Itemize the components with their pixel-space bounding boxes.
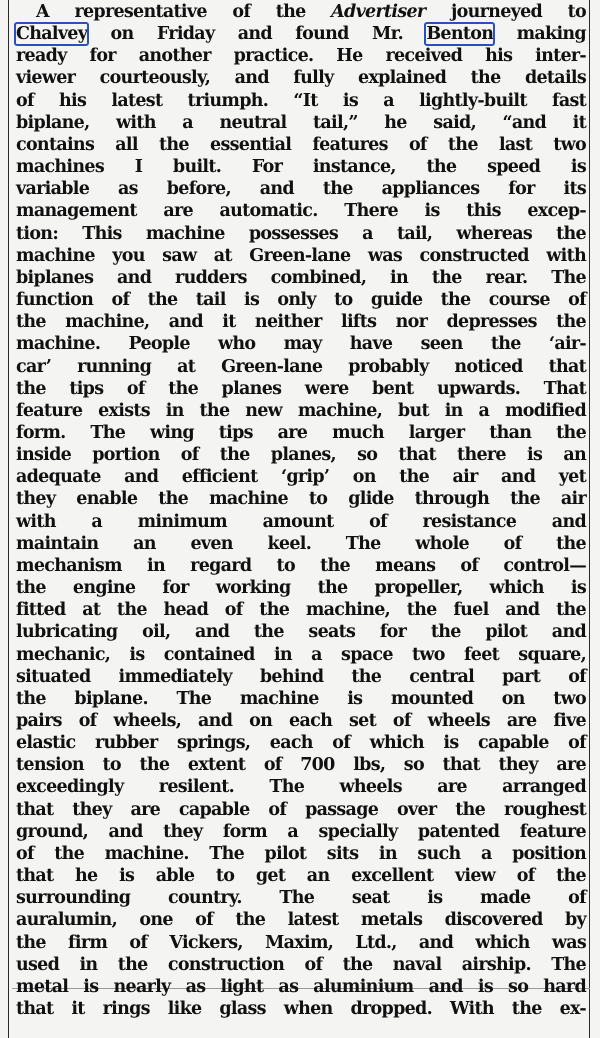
column-rule-left bbox=[8, 0, 9, 1038]
text-line: situated immediately behind the central part of bbox=[16, 666, 586, 687]
text-line: ground, and they form a specially patented feature bbox=[16, 821, 586, 842]
text-line: mechanic, is contained in a space two feet square, bbox=[16, 644, 586, 665]
text-line: the engine for working the propeller, which is bbox=[16, 578, 586, 599]
text-line: biplane, with a neutral tail,” he said, “and it bbox=[16, 112, 586, 133]
text-line: of the machine. The pilot sits in such a position bbox=[16, 843, 586, 864]
text-line: mechanism in regard to the means of control— bbox=[16, 555, 586, 576]
text-line: surrounding country. The seat is made of bbox=[16, 888, 586, 909]
text-line: with a minimum amount of resistance and bbox=[16, 511, 586, 532]
text-line: the machine, and it neither lifts nor depresses the bbox=[16, 312, 586, 333]
text-line: tion: This machine possesses a tail, whereas the bbox=[16, 223, 586, 244]
text-line: A representative of the Advertiser journeyed to bbox=[36, 2, 586, 22]
text-line: variable as before, and the appliances for its bbox=[16, 179, 586, 200]
text-line: biplanes and rudders combined, in the rear. The bbox=[16, 267, 586, 288]
search-hit-chalvey[interactable]: Chalvey bbox=[16, 24, 88, 45]
text-line: function of the tail is only to guide the course of bbox=[16, 290, 586, 311]
text-line: adequate and efficient ‘grip’ on the air and yet bbox=[16, 467, 586, 488]
search-hit-benton[interactable]: Benton bbox=[426, 24, 494, 45]
text-line: of his latest triumph. “It is a lightly-built fast bbox=[16, 90, 586, 111]
text-line: management are automatic. There is this excep- bbox=[16, 201, 586, 222]
column-rule-right bbox=[589, 0, 590, 1038]
text-line: the tips of the planes were bent upwards. That bbox=[16, 378, 586, 399]
text-line: ready for another practice. He received his inter- bbox=[16, 46, 586, 67]
text-line: machines I built. For instance, the speed is bbox=[16, 157, 586, 178]
text-line: feature exists in the new machine, but in a modified bbox=[16, 400, 586, 421]
text-line: machine. People who may have seen the ‘air- bbox=[16, 334, 586, 355]
text-line: tension to the extent of 700 lbs, so that they are bbox=[16, 755, 586, 776]
text-line: the firm of Vickers, Maxim, Ltd., and which was bbox=[16, 932, 586, 953]
article-text bbox=[16, 1, 586, 1020]
text-line: car’ running at Green-lane probably noticed that bbox=[16, 356, 586, 377]
text-line: they enable the machine to glide through the air bbox=[16, 489, 586, 510]
text-line: fitted at the head of the machine, the fuel and the bbox=[16, 600, 586, 621]
text-line: contains all the essential features of the last two bbox=[16, 134, 586, 155]
text-line: pairs of wheels, and on each set of wheels are five bbox=[16, 711, 586, 731]
text-line: exceedingly resilent. The wheels are arranged bbox=[16, 777, 586, 798]
text-line: auralumin, one of the latest metals discovered by bbox=[16, 910, 586, 931]
text-line: the biplane. The machine is mounted on two bbox=[16, 688, 586, 709]
text-line: lubricating oil, and the seats for the pilot and bbox=[16, 622, 586, 643]
text-line: that he is able to get an excellent view of the bbox=[16, 866, 586, 887]
text-line: that they are capable of passage over the roughest bbox=[16, 799, 586, 820]
text-line: machine you saw at Green-lane was constructed with bbox=[16, 245, 586, 266]
text-line: elastic rubber springs, each of which is capable of bbox=[16, 733, 586, 754]
text-line: metal is nearly as light as aluminium and is so hard bbox=[16, 976, 586, 997]
text-line: viewer courteously, and fully explained the details bbox=[16, 68, 586, 89]
text-line: Chalvey on Friday and found Mr. Benton making bbox=[16, 24, 586, 45]
text-line: maintain an even keel. The whole of the bbox=[16, 533, 586, 554]
text-line: inside portion of the planes, so that there is an bbox=[16, 445, 586, 466]
text-line: used in the construction of the naval airship. The bbox=[16, 954, 586, 975]
text-line: that it rings like glass when dropped. With the ex- bbox=[16, 999, 586, 1020]
text-line: form. The wing tips are much larger than the bbox=[16, 422, 586, 443]
publication-name: Advertiser bbox=[331, 2, 426, 22]
